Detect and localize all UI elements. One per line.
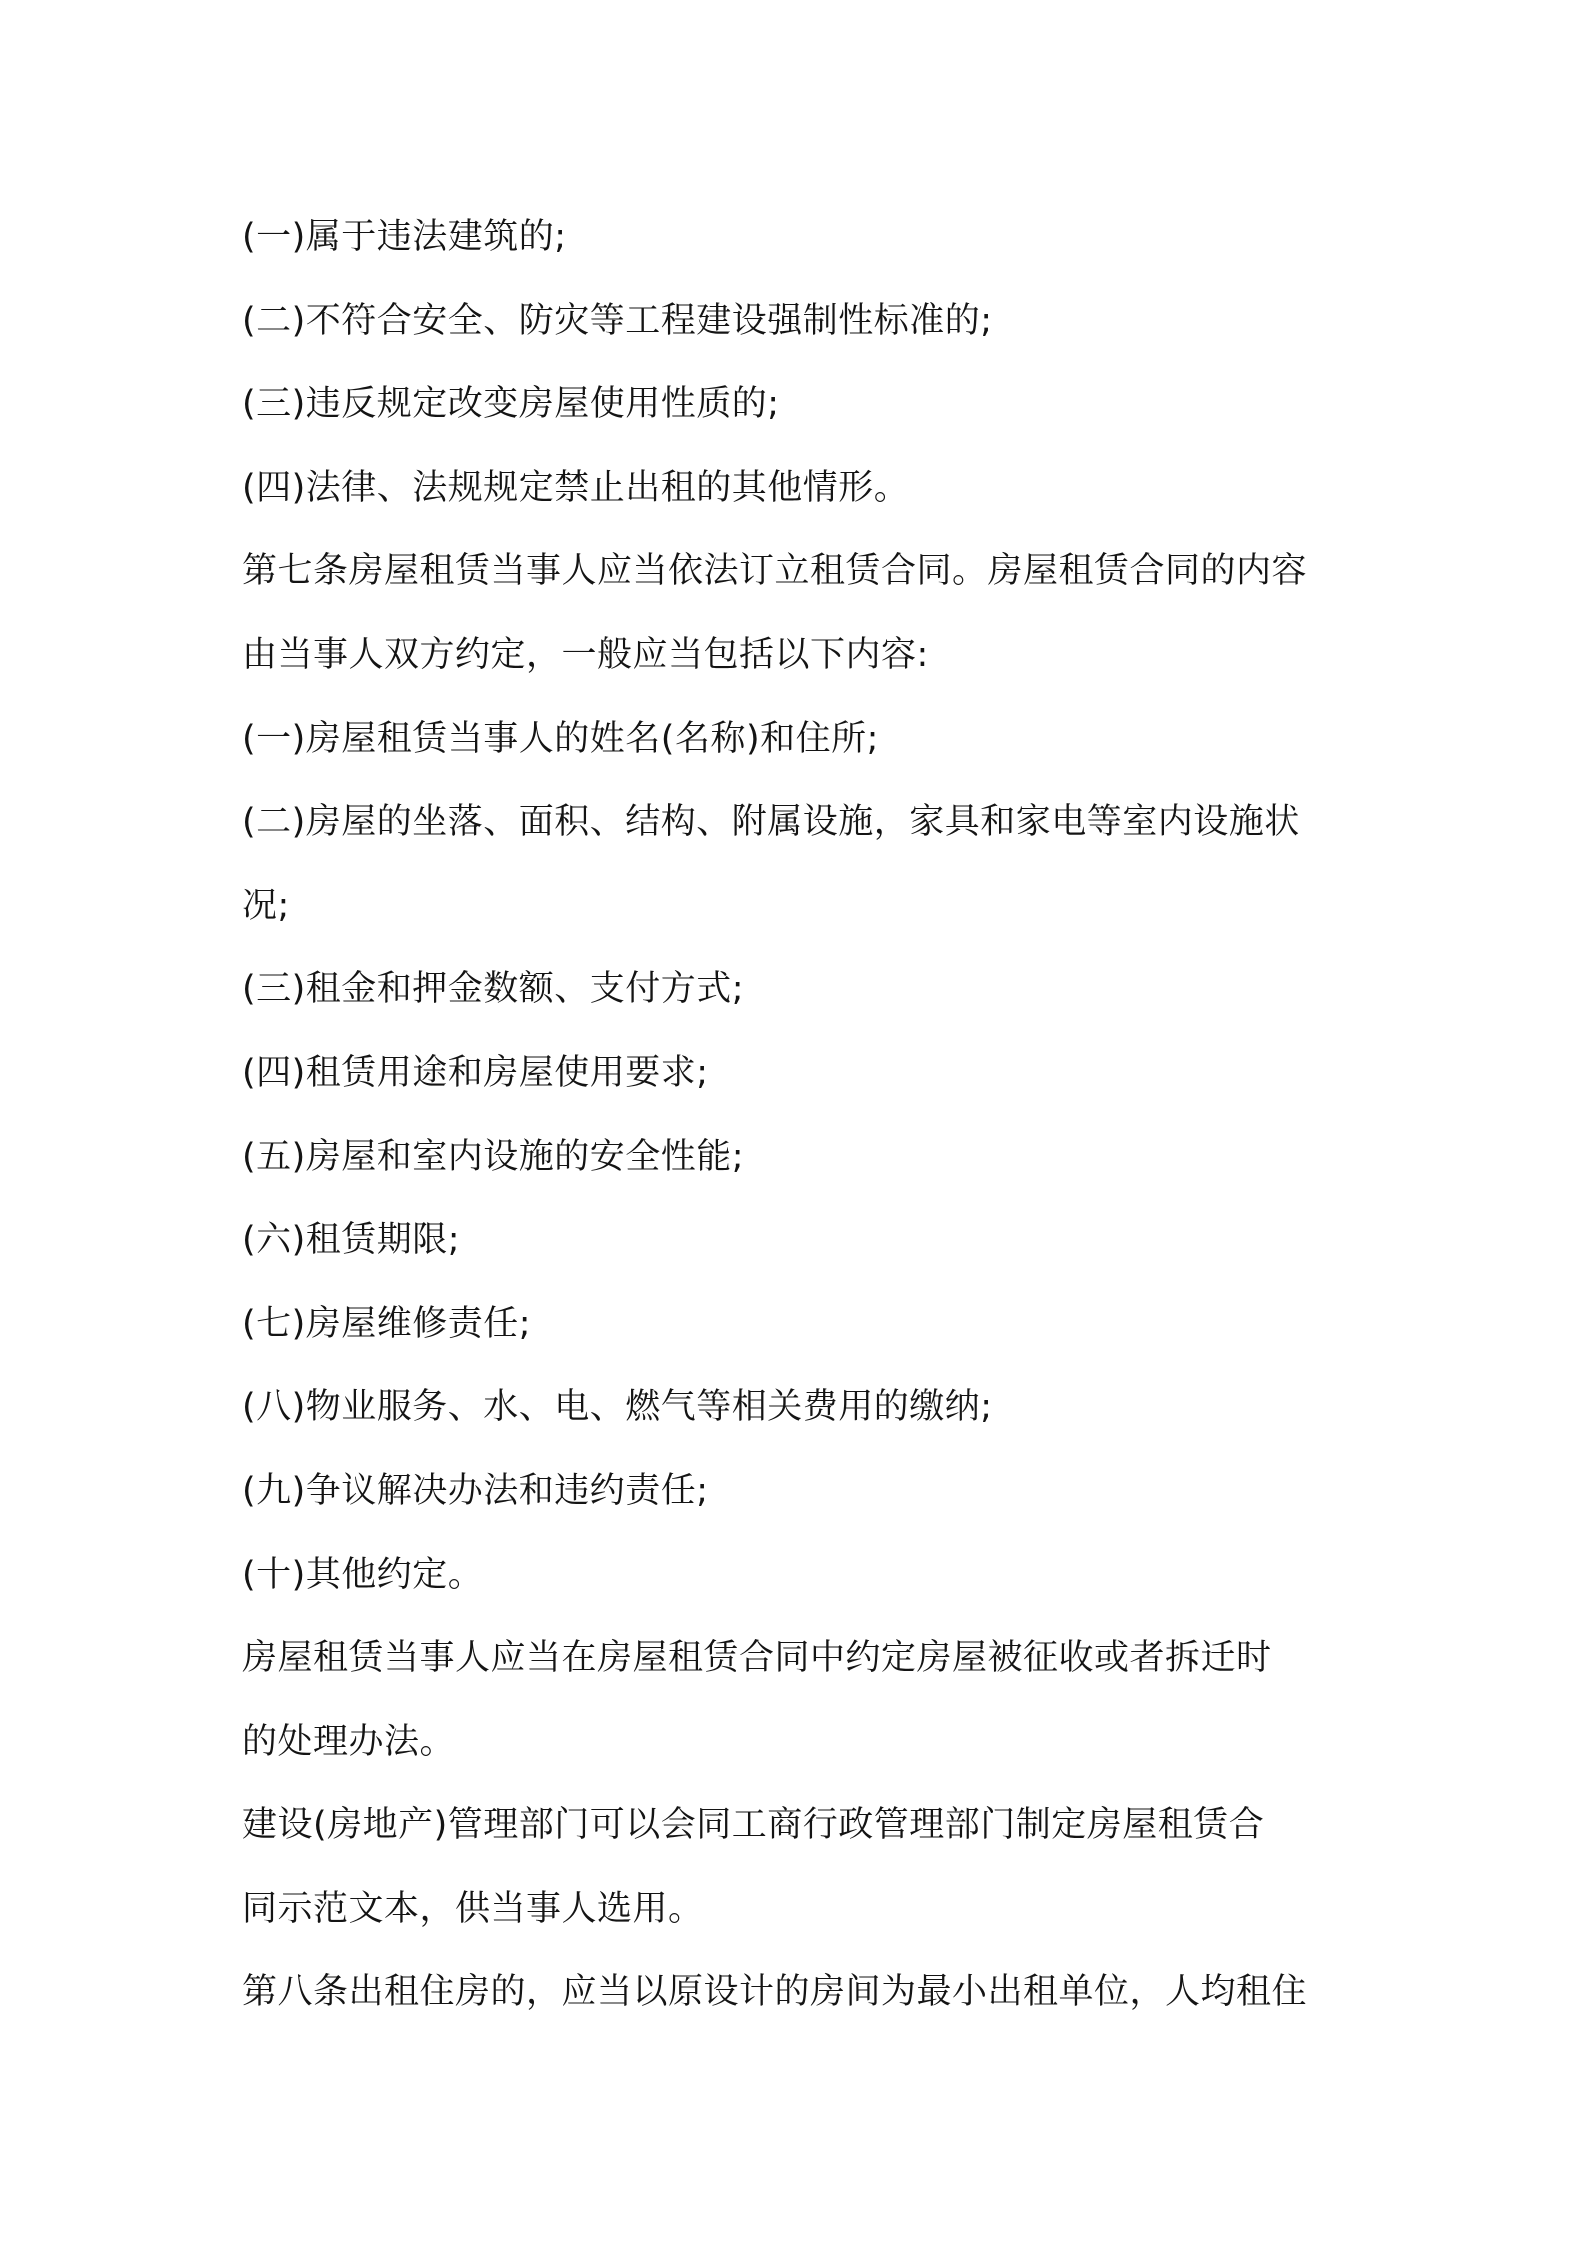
text-line: 的处理办法。 — [242, 1721, 456, 1762]
text-line: 房屋租赁当事人应当在房屋租赁合同中约定房屋被征收或者拆迁时 — [242, 1638, 1272, 1679]
text-line: (八)物业服务、水、电、燃气等相关费用的缴纳; — [242, 1387, 993, 1428]
text-line: (九)争议解决办法和违约责任; — [242, 1470, 709, 1511]
text-line: (一)房屋租赁当事人的姓名(名称)和住所; — [242, 718, 879, 759]
document-body — [242, 196, 1372, 2035]
text-line: (五)房屋和室内设施的安全性能; — [242, 1136, 745, 1177]
text-line: (二)房屋的坐落、面积、结构、附属设施，家具和家电等室内设施状 — [242, 802, 1300, 843]
text-line: (七)房屋维修责任; — [242, 1303, 532, 1344]
text-line: 况; — [242, 885, 290, 926]
text-line: (十)其他约定。 — [242, 1554, 484, 1595]
text-line: 建设(房地产)管理部门可以会同工商行政管理部门制定房屋租赁合 — [242, 1805, 1265, 1846]
text-line: (四)法律、法规规定禁止出租的其他情形。 — [242, 467, 910, 508]
text-line: 由当事人双方约定，一般应当包括以下内容: — [242, 634, 929, 675]
text-line: (三)租金和押金数额、支付方式; — [242, 969, 745, 1010]
text-line: (四)租赁用途和房屋使用要求; — [242, 1052, 709, 1093]
text-line: 第七条房屋租赁当事人应当依法订立租赁合同。房屋租赁合同的内容 — [242, 551, 1308, 592]
text-line: (三)违反规定改变房屋使用性质的; — [242, 384, 780, 425]
text-line: 同示范文本，供当事人选用。 — [242, 1888, 704, 1929]
text-line: (二)不符合安全、防灾等工程建设强制性标准的; — [242, 300, 993, 341]
text-line: 第八条出租住房的，应当以原设计的房间为最小出租单位，人均租住 — [242, 1972, 1308, 2013]
text-line: (一)属于违法建筑的; — [242, 217, 567, 257]
text-line: (六)租赁期限; — [242, 1220, 461, 1261]
